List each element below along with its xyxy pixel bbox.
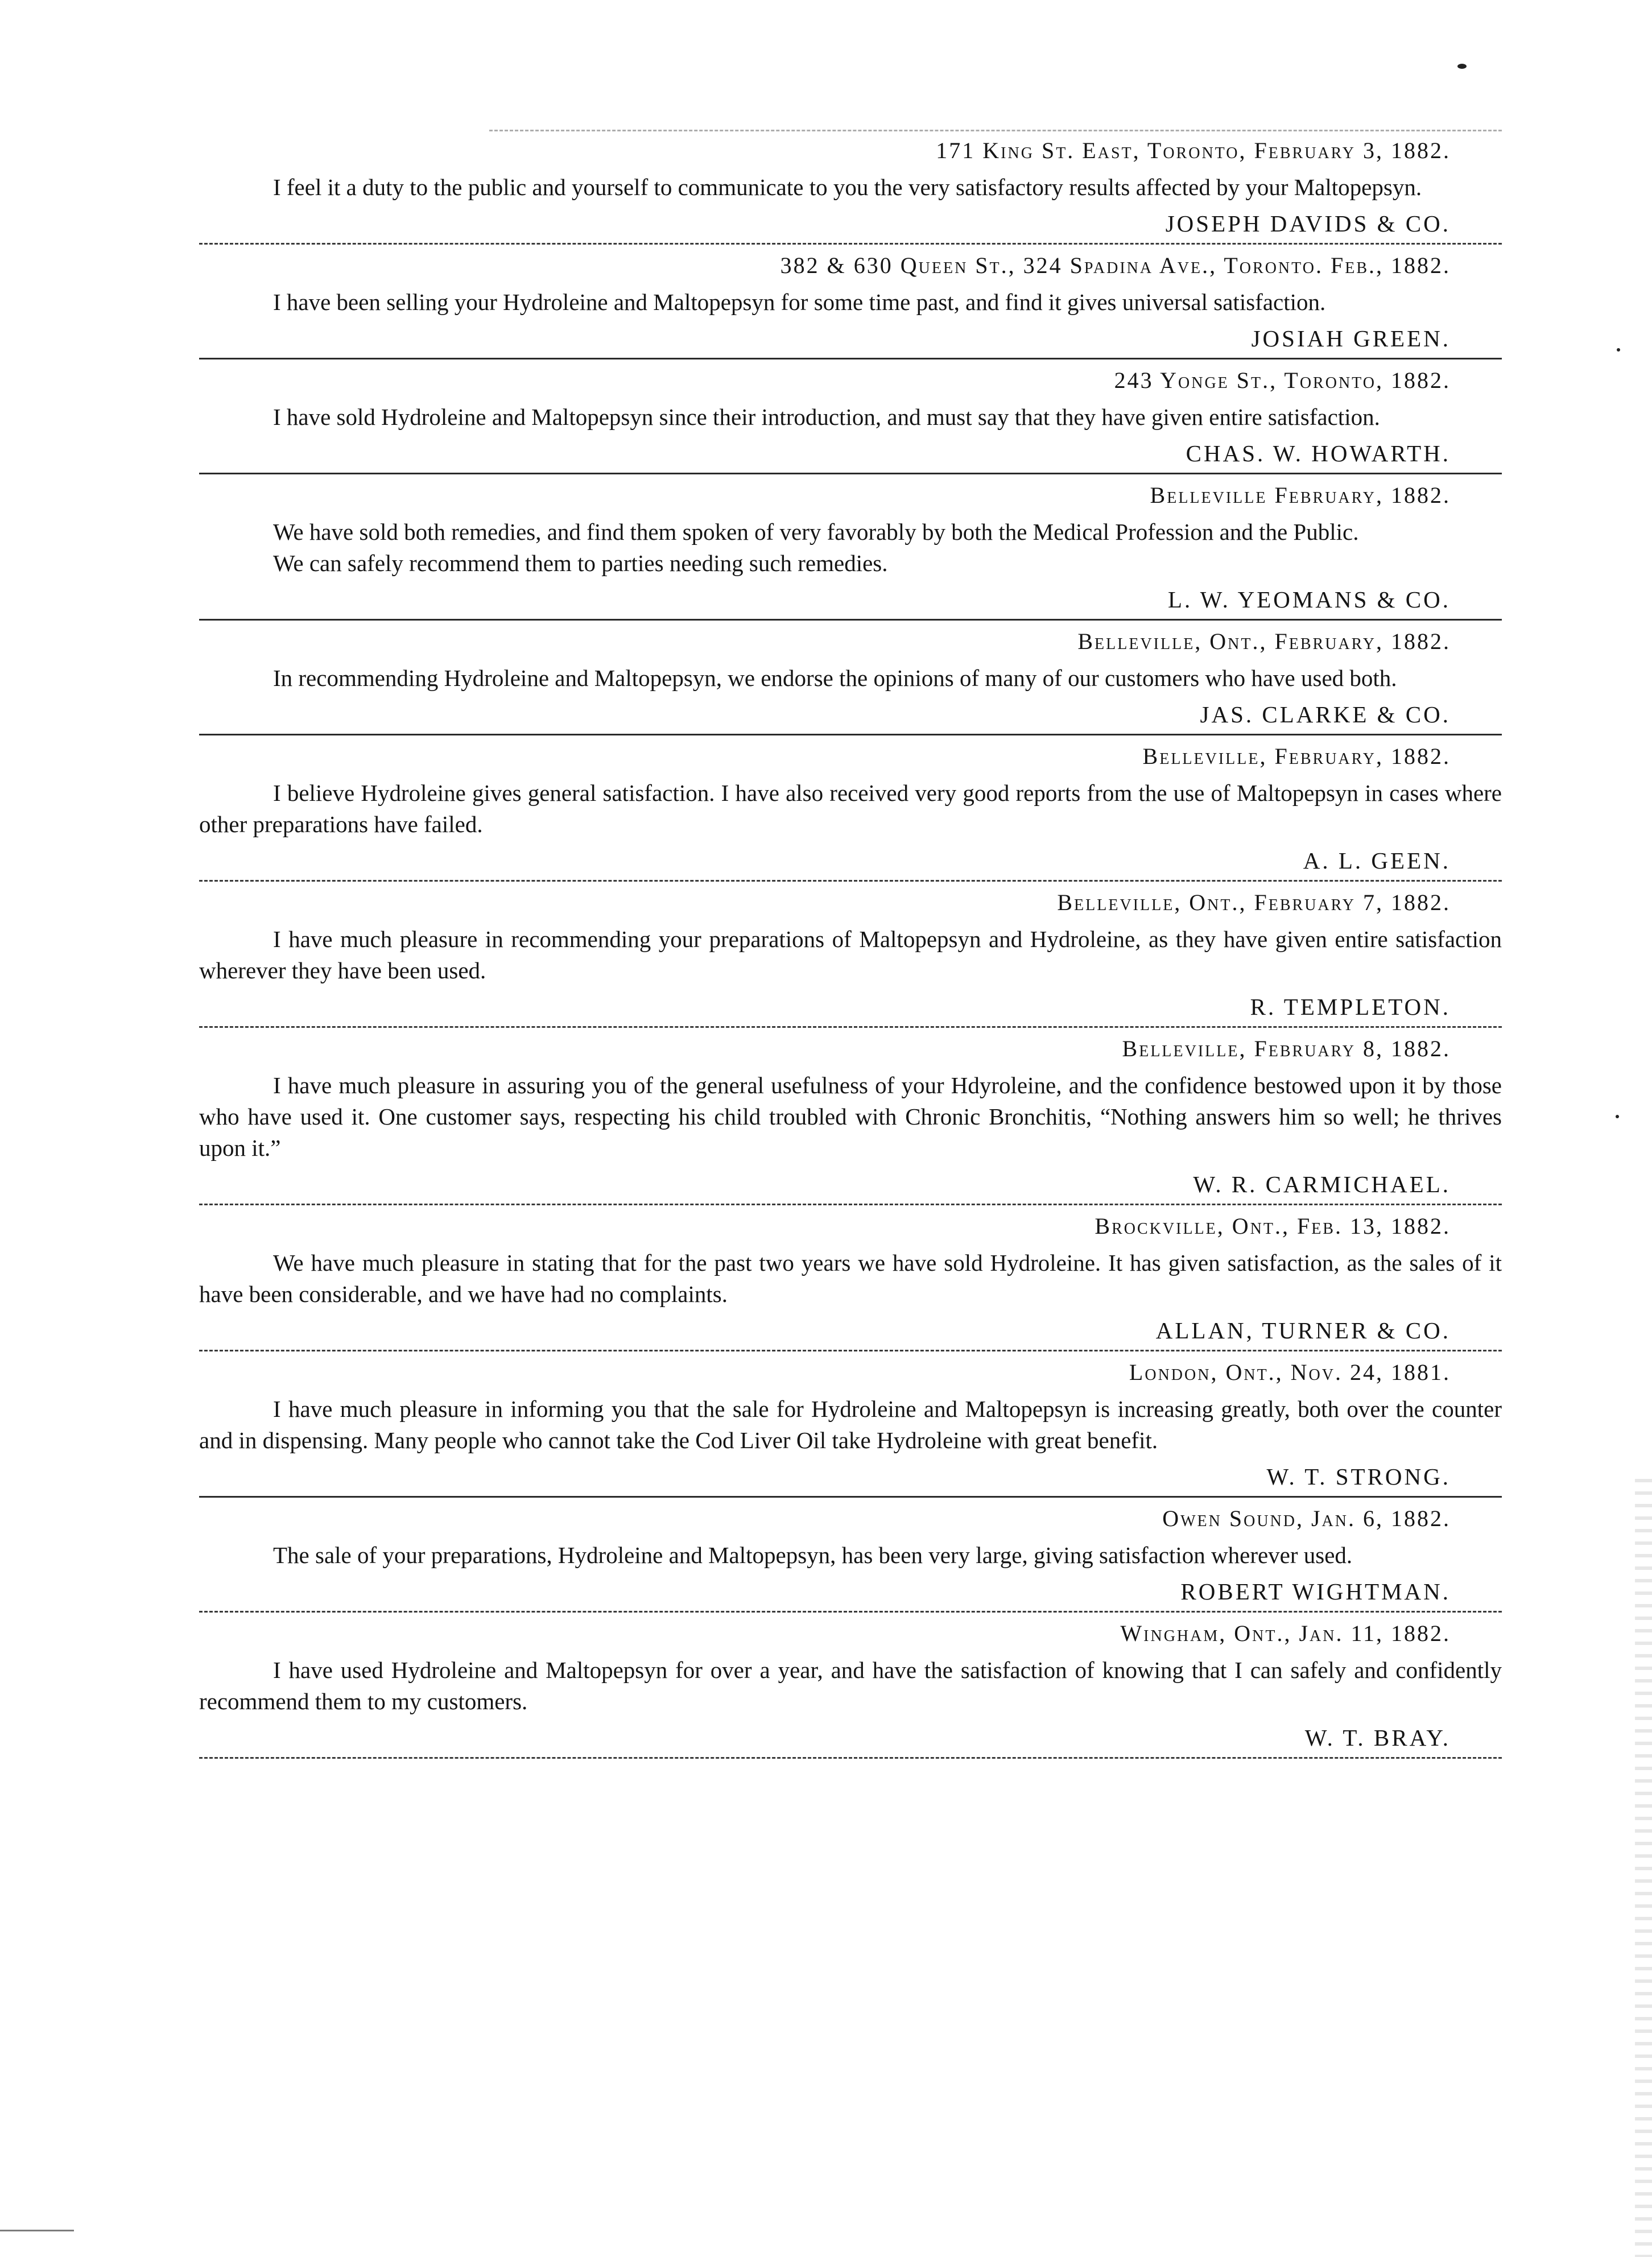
testimonial-entry [199, 742, 1502, 882]
entry-paragraph: I have been selling your Hydroleine and Maltopepsyn for some time past, and find it gives universal satisfaction. [273, 289, 1326, 315]
entry-location: Brockville, Ont., Feb. 13, 1882. [1095, 1213, 1451, 1239]
entry-signature: R. TEMPLETON. [1250, 994, 1451, 1020]
entry-body [199, 287, 1502, 318]
entry-location: Owen Sound, Jan. 6, 1882. [1162, 1506, 1451, 1531]
entry-paragraph: I have much pleasure in recommending your preparations of Maltopepsyn and Hydroleine, as they have given entire satisfaction wherever they have been used. [199, 926, 1502, 983]
entry-signature: A. L. GEEN. [1303, 848, 1451, 874]
ink-speck [1616, 1115, 1619, 1118]
entry-divider [199, 619, 1502, 621]
entry-paragraph: We can safely recommend them to parties needing such remedies. [273, 550, 888, 576]
entry-paragraph: The sale of your preparations, Hydroleine and Maltopepsyn, has been very large, giving satisfaction wherever used. [273, 1542, 1353, 1568]
entry-paragraph: We have much pleasure in stating that for the past two years we have sold Hydroleine. It has given satisfaction, as the sales of it have been considerable, and we have had no complaints. [199, 1250, 1502, 1307]
entry-signature: JOSEPH DAVIDS & CO. [1165, 210, 1451, 237]
entry-divider [199, 1204, 1502, 1205]
testimonial-entry [199, 481, 1502, 621]
entry-signature: JAS. CLARKE & CO. [1200, 701, 1451, 727]
entry-signature: CHAS. W. HOWARTH. [1186, 440, 1451, 466]
testimonial-entry [199, 627, 1502, 735]
entry-location: Belleville, February 8, 1882. [1122, 1036, 1451, 1061]
entry-location: 382 & 630 Queen St., 324 Spadina Ave., Toronto. Feb., 1882. [780, 253, 1451, 278]
entry-location: London, Ont., Nov. 24, 1881. [1129, 1359, 1451, 1385]
entry-divider [199, 1350, 1502, 1351]
testimonial-entry [199, 1504, 1502, 1613]
entry-body [199, 516, 1502, 579]
testimonial-entry [199, 366, 1502, 474]
entry-paragraph: I feel it a duty to the public and yourself to communicate to you the very satisfactory results affected by your Maltopepsyn. [273, 174, 1422, 200]
testimonial-entry [199, 888, 1502, 1028]
entry-body [199, 1655, 1502, 1717]
entry-paragraph: I have used Hydroleine and Maltopepsyn for over a year, and have the satisfaction of knowing that I can safely and confidently recommend them to my customers. [199, 1657, 1502, 1714]
entry-paragraph: I have much pleasure in assuring you of the general usefulness of your Hdyroleine, and the confidence bestowed upon it by those who have used it. One customer says, respecting his child troubled with Chronic Bronchitis, “Nothing answers him so well; he thrives upon it.” [199, 1072, 1502, 1161]
ink-speck [1617, 348, 1620, 352]
entry-divider [199, 243, 1502, 245]
entry-paragraph: We have sold both remedies, and find them spoken of very favorably by both the Medical Profession and the Public. [273, 519, 1359, 545]
entry-body [199, 172, 1502, 203]
scan-edge-artifact [1635, 1479, 1652, 2257]
entry-signature: ALLAN, TURNER & CO. [1155, 1317, 1451, 1344]
entry-body [199, 924, 1502, 986]
entry-divider [199, 880, 1502, 882]
entry-paragraph: I have much pleasure in informing you that the sale for Hydroleine and Maltopepsyn is increasing greatly, both over the counter and in dispensing. Many people who cannot take the Cod Liver Oil take Hydroleine with great benefit. [199, 1396, 1502, 1453]
testimonial-entry [199, 1035, 1502, 1205]
entry-body [199, 1540, 1502, 1571]
entry-location: Belleville, February, 1882. [1142, 743, 1451, 769]
entry-divider [199, 358, 1502, 359]
entry-divider [199, 734, 1502, 735]
entry-divider [199, 1496, 1502, 1498]
entry-location: 243 Yonge St., Toronto, 1882. [1114, 367, 1451, 393]
testimonial-entry [199, 1212, 1502, 1351]
entry-signature: W. R. CARMICHAEL. [1193, 1171, 1451, 1197]
entry-body [199, 1394, 1502, 1456]
entry-location: Wingham, Ont., Jan. 11, 1882. [1120, 1621, 1451, 1646]
entry-divider [199, 473, 1502, 474]
entry-body [199, 1247, 1502, 1310]
entry-signature: W. T. STRONG. [1266, 1464, 1451, 1490]
testimonials-column [199, 130, 1502, 1762]
testimonial-entry [199, 1619, 1502, 1759]
entry-location: Belleville, Ont., February, 1882. [1077, 629, 1451, 654]
entry-divider [199, 1026, 1502, 1028]
entry-paragraph: I have sold Hydroleine and Maltopepsyn since their introduction, and must say that they have given entire satisfaction. [273, 404, 1380, 430]
entry-divider [199, 1611, 1502, 1613]
entry-body [199, 778, 1502, 840]
entry-location: Belleville, Ont., February 7, 1882. [1057, 890, 1451, 915]
entry-paragraph: In recommending Hydroleine and Maltopepsyn, we endorse the opinions of many of our customers who have used both. [273, 665, 1397, 691]
entry-body [199, 663, 1502, 694]
entry-divider [199, 1757, 1502, 1759]
testimonial-entry [199, 137, 1502, 245]
testimonial-entry [199, 251, 1502, 359]
entry-location: 171 King St. East, Toronto, February 3, 1882. [936, 138, 1451, 163]
entry-paragraph: I believe Hydroleine gives general satisfaction. I have also received very good reports from the use of Maltopepsyn in cases where other preparations have failed. [199, 780, 1502, 837]
entry-signature: ROBERT WIGHTMAN. [1180, 1578, 1451, 1605]
entry-body [199, 402, 1502, 433]
scan-corner-artifact [0, 2230, 74, 2231]
entry-signature: W. T. BRAY. [1304, 1725, 1451, 1751]
ink-speck [1457, 64, 1467, 69]
entry-signature: JOSIAH GREEN. [1251, 325, 1451, 352]
entry-body [199, 1070, 1502, 1164]
entry-location: Belleville February, 1882. [1150, 482, 1451, 508]
testimonial-entry [199, 1358, 1502, 1498]
entry-signature: L. W. YEOMANS & CO. [1167, 586, 1451, 613]
